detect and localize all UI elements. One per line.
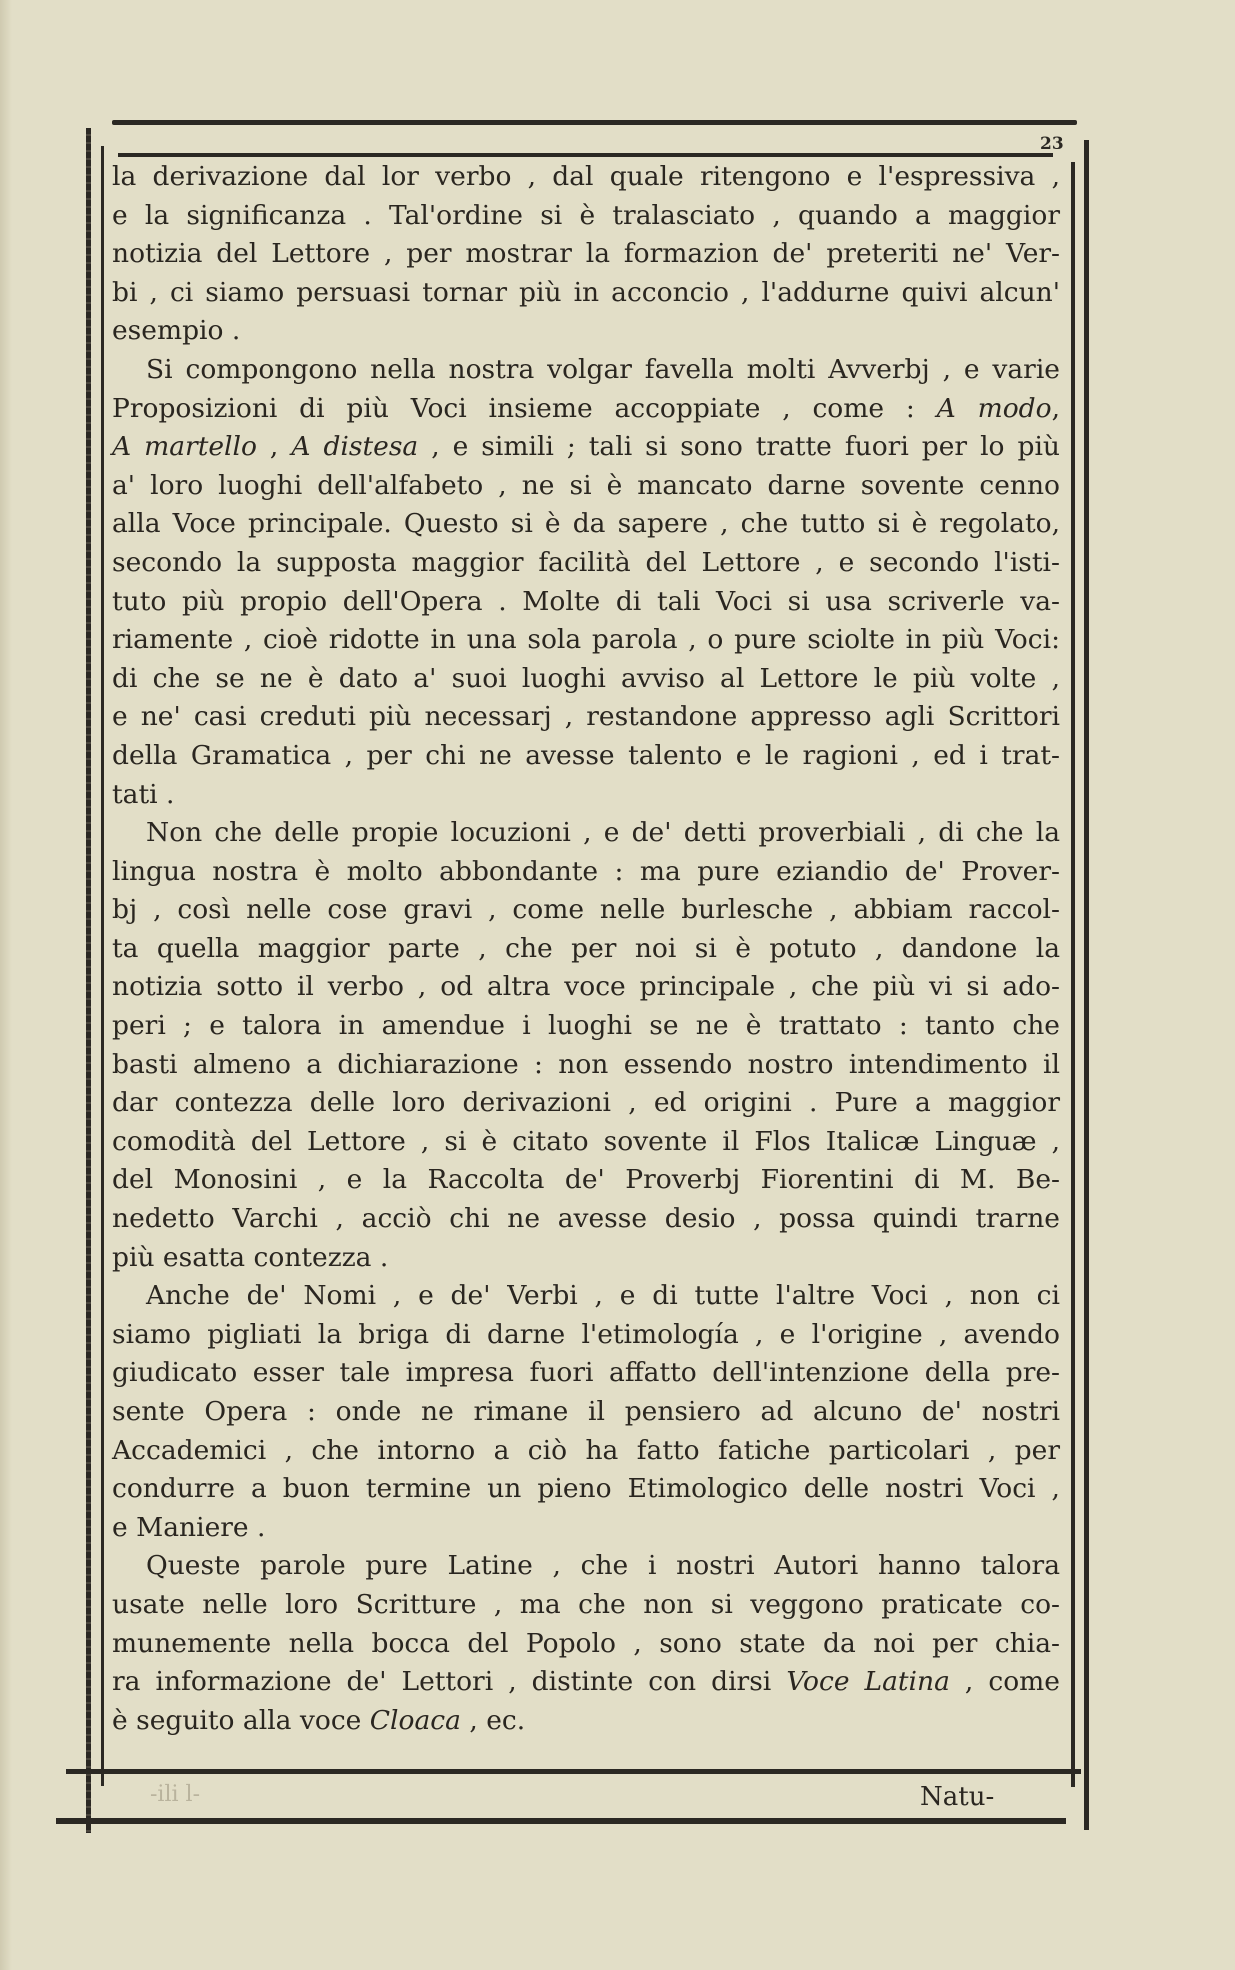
text-segment: esempio . [112,315,241,347]
text-line [112,1586,1060,1625]
text-line [112,1046,1060,1085]
italic-term: A distesa [291,431,419,463]
text-line [112,660,1060,699]
text-line [112,1084,1060,1123]
text-segment: giudicato esser tale impresa fuori affatto dell'intenzione della pre- [112,1357,1060,1389]
text-line [112,544,1060,583]
text-line [112,1354,1060,1393]
text-segment: la derivazione dal lor verbo , dal quale ritengono e l'espressiva , [112,161,1060,192]
text-line [112,930,1060,969]
text-segment: notizia sotto il verbo , od altra voce principale , che più vi si ado- [112,971,1060,1003]
text-line [112,968,1060,1007]
text-segment: tati . [112,778,175,810]
text-segment: bj , così nelle cose gravi , come nelle burlesche , abbiam raccol- [112,894,1060,926]
text-segment: e la significanza . Tal'ordine si è tralasciato , quando a maggior [112,199,1060,231]
text-line [112,776,1060,815]
frame-rule-inner-right [1071,162,1075,1787]
text-segment: riamente , cioè ridotte in una sola parola , o pure sciolte in più Voci: [112,624,1060,656]
text-segment: Accademici , che intorno a ciò ha fatto fatiche particolari , per [112,1434,1060,1466]
frame-rule-outer-top [112,120,1077,125]
frame-rule-outer-bottom [56,1818,1066,1824]
text-line [112,853,1060,892]
text-segment: è seguito alla voce [112,1704,370,1736]
text-segment: Si compongono nella nostra volgar favella molti Avverbj , e varie [146,353,1060,385]
text-line [112,1277,1060,1316]
text-segment: di che se ne è dato a' suoi luoghi avviso al Lettore le più volte , [112,662,1060,694]
text-line [112,1625,1060,1664]
page-edge-shadow [0,0,12,1970]
text-segment: dar contezza delle loro derivazioni , ed origini . Pure a maggior [112,1087,1060,1119]
text-segment: comodità del Lettore , si è citato sovente il Flos Italicæ Linguæ , [112,1125,1060,1157]
text-segment: e ne' casi creduti più necessarj , restandone appresso agli Scrittori [112,701,1060,733]
text-segment: , e simili ; tali si sono tratte fuori per lo più [418,431,1060,463]
text-line [112,1547,1060,1586]
text-line [112,1509,1060,1548]
text-segment: , ec. [460,1704,526,1736]
text-segment: ra informazione de' Lettori , distinte con dirsi [112,1666,787,1698]
text-line [112,467,1060,506]
text-line [112,428,1060,467]
frame-rule-inner-left [101,146,104,1786]
text-segment: munemente nella bocca del Popolo , sono state da noi per chia- [112,1627,1060,1659]
text-line [112,351,1060,390]
text-line [112,1316,1060,1355]
text-segment: condurre a buon termine un pieno Etimologico delle nostri Voci , [112,1473,1060,1505]
text-segment: tuto più propio dell'Opera . Molte di tali Voci si usa scriverle va- [112,585,1060,617]
italic-term: Cloaca [369,1704,461,1736]
text-line [112,583,1060,622]
text-segment: e Maniere . [112,1511,266,1543]
text-segment: a' loro luoghi dell'alfabeto , ne si è mancato darne sovente cenno [112,469,1060,501]
frame-rule-outer-right [1084,140,1089,1830]
text-line [112,1007,1060,1046]
text-line [112,1161,1060,1200]
text-segment: Anche de' Nomi , e de' Verbi , e di tutte l'altre Voci , non ci [146,1280,1060,1312]
text-segment: usate nelle loro Scritture , ma che non si veggono praticate co- [112,1588,1060,1620]
text-line [112,1393,1060,1432]
text-line [112,814,1060,853]
frame-rule-inner-bottom [66,1769,1081,1774]
text-line [112,197,1060,236]
text-line [112,390,1060,429]
italic-term: Voce Latina [786,1666,950,1698]
text-segment: Queste parole pure Latine , che i nostri Autori hanno talora [146,1550,1060,1582]
text-segment: Non che delle propie locuzioni , e de' detti proverbiali , di che la [146,817,1060,849]
text-segment: secondo la supposta maggior facilità del Lettore , e secondo l'isti- [112,546,1060,578]
text-segment: del Monosini , e la Raccolta de' Proverbj Fiorentini di M. Be- [112,1164,1060,1196]
show-through-text: -ili l- [150,1782,201,1807]
text-segment: , [256,431,292,463]
text-segment: Proposizioni di più Voci insieme accoppiate , come : [112,392,937,424]
text-segment: , come [949,1666,1060,1698]
italic-term: A martello [112,431,257,463]
text-line [112,1432,1060,1471]
text-segment: ta quella maggior parte , che per noi si è potuto , dandone la [112,932,1060,964]
text-segment: peri ; e talora in amendue i luoghi se ne è trattato : tanto che [112,1010,1060,1042]
text-line [112,1200,1060,1239]
frame-rule-inner-top [118,153,1053,157]
text-segment: della Gramatica , per chi ne avesse talento e le ragioni , ed i trat- [112,739,1060,771]
text-line [112,1663,1060,1702]
text-line [112,737,1060,776]
text-segment: siamo pigliati la briga di darne l'etimología , e l'origine , avendo [112,1318,1060,1350]
frame-rule-outer-left [86,128,91,1833]
text-segment: nedetto Varchi , acciò chi ne avesse desio , possa quindi trarne [112,1203,1060,1235]
text-line [112,1470,1060,1509]
text-line [112,235,1060,274]
text-segment: sente Opera : onde ne rimane il pensiero ad alcuno de' nostri [112,1396,1060,1427]
text-line [112,621,1060,660]
text-segment: lingua nostra è molto abbondante : ma pure eziandio de' Prover- [112,855,1060,887]
text-line [112,312,1060,351]
text-segment: , [1051,392,1061,424]
page-number: 23 [1040,134,1064,154]
text-line [112,698,1060,737]
text-segment: notizia del Lettore , per mostrar la formazion de' preteriti ne' Ver- [112,238,1060,270]
text-line [112,274,1060,313]
italic-term: A modo [936,392,1052,424]
body-text [112,158,1060,1740]
catchword: Natu- [920,1782,995,1812]
text-segment: bi , ci siamo persuasi tornar più in acconcio , l'addurne quivi alcun' [112,276,1060,308]
text-line [112,505,1060,544]
text-segment: più esatta contezza . [112,1241,389,1273]
text-line [112,158,1060,197]
text-line [112,1123,1060,1162]
text-segment: basti almeno a dichiarazione : non essendo nostro intendimento il [112,1048,1060,1080]
text-segment: alla Voce principale. Questo si è da sapere , che tutto si è regolato, [112,508,1060,540]
text-line [112,891,1060,930]
text-line [112,1239,1060,1278]
text-line [112,1702,1060,1741]
